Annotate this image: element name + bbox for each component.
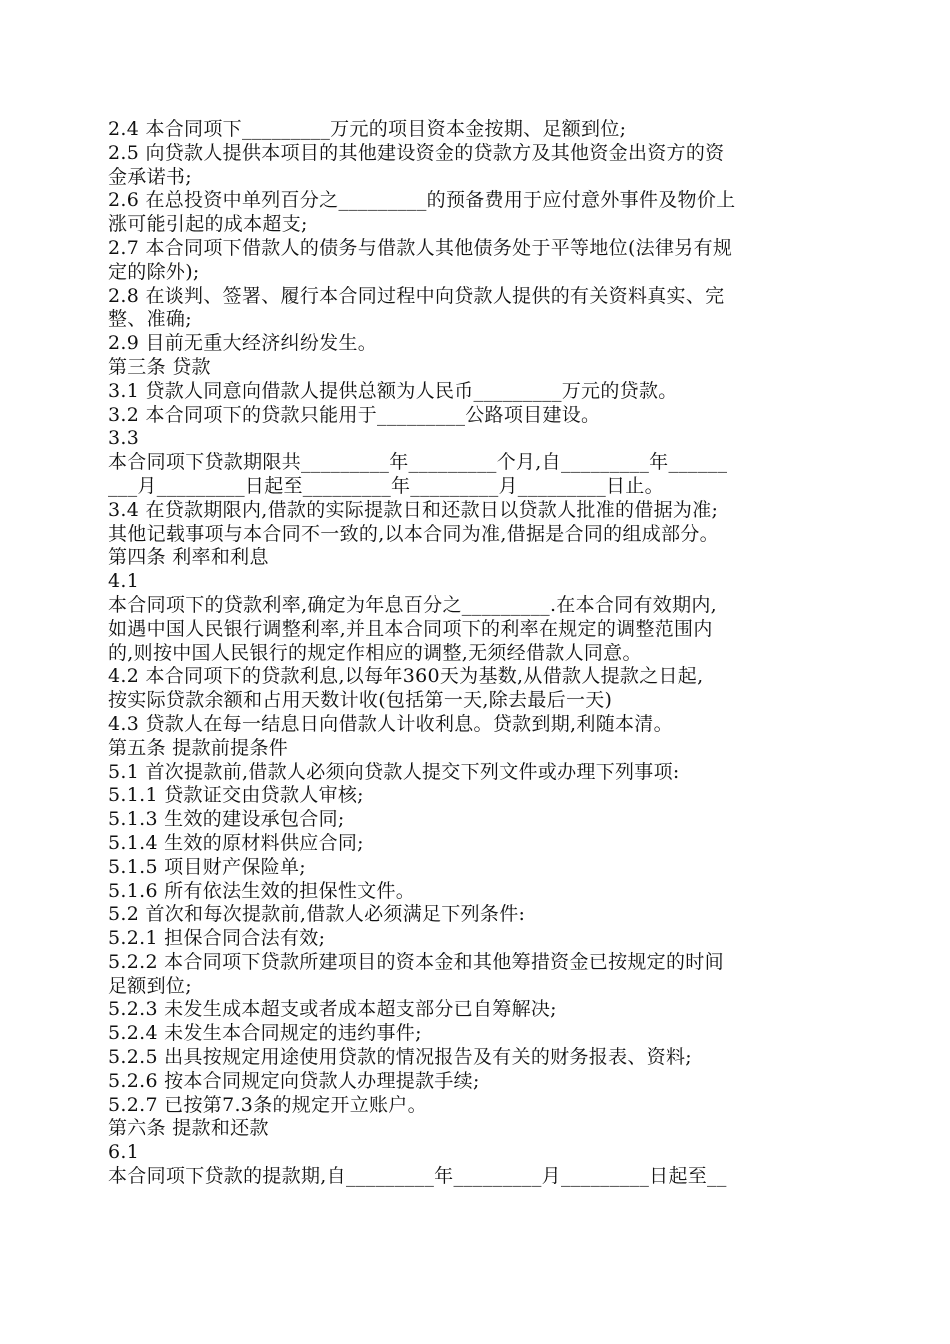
clause-2-9: 2.9 目前无重大经济纠纷发生。 [108, 332, 378, 355]
clause-5-2-2-line-2: 足额到位; [108, 974, 192, 997]
clause-5-1-6: 5.1.6 所有依法生效的担保性文件。 [108, 879, 416, 902]
clause-5-1-5: 5.1.5 项目财产保险单; [108, 855, 306, 878]
clause-2-6-line-2: 涨可能引起的成本超支; [108, 213, 308, 236]
clause-2-7-line-1: 2.7 本合同项下借款人的债务与借款人其他债务处于平等地位(法律另有规 [108, 236, 733, 259]
clause-5-1-4: 5.1.4 生效的原材料供应合同; [108, 831, 364, 854]
clause-5-2-5: 5.2.5 出具按规定用途使用贷款的情况报告及有关的财务报表、资料; [108, 1046, 692, 1069]
clause-4-1-line-1: 本合同项下的贷款利率,确定为年息百分之_________.在本合同有效期内, [108, 593, 718, 616]
clause-3-3-number: 3.3 [108, 427, 140, 450]
clause-3-3-line-1: 本合同项下贷款期限共_________年_________个月,自_________年______ [108, 451, 728, 474]
clause-4-1-line-3: 的,则按中国人民银行的规定作相应的调整,无须经借款人同意。 [108, 641, 642, 664]
article-6-heading: 第六条 提款和还款 [108, 1117, 269, 1140]
clause-4-2-line-2: 按实际贷款余额和占用天数计收(包括第一天,除去最后一天) [108, 689, 613, 712]
clause-2-8-line-2: 整、准确; [108, 308, 192, 331]
clause-4-2-line-1: 4.2 本合同项下的贷款利息,以每年360天为基数,从借款人提款之日起, [108, 665, 704, 688]
clause-5-1: 5.1 首次提款前,借款人必须向贷款人提交下列文件或办理下列事项: [108, 760, 680, 783]
clause-3-3-line-2: ___月_________日起至_________年_________月_________日止。 [108, 474, 664, 497]
clause-4-3: 4.3 贷款人在每一结息日向借款人计收利息。贷款到期,利随本清。 [108, 712, 673, 735]
clause-2-5-line-1: 2.5 向贷款人提供本项目的其他建设资金的贷款方及其他资金出资方的资 [108, 141, 725, 164]
clause-2-7-line-2: 定的除外); [108, 260, 200, 283]
clause-5-2-4: 5.2.4 未发生本合同规定的违约事件; [108, 1022, 422, 1045]
clause-6-1-line-1: 本合同项下贷款的提款期,自_________年_________月_________日起至__ [108, 1165, 727, 1188]
clause-3-2: 3.2 本合同项下的贷款只能用于_________公路项目建设。 [108, 403, 601, 426]
clause-5-1-1: 5.1.1 贷款证交由贷款人审核; [108, 784, 364, 807]
clause-5-2: 5.2 首次和每次提款前,借款人必须满足下列条件: [108, 903, 526, 926]
article-4-heading: 第四条 利率和利息 [108, 546, 269, 569]
clause-6-1-number: 6.1 [108, 1141, 140, 1164]
article-3-heading: 第三条 贷款 [108, 355, 211, 378]
clause-3-4-line-2: 其他记载事项与本合同不一致的,以本合同为准,借据是合同的组成部分。 [108, 522, 719, 545]
clause-5-2-2-line-1: 5.2.2 本合同项下贷款所建项目的资本金和其他筹措资金已按规定的时间 [108, 950, 724, 973]
clause-2-8-line-1: 2.8 在谈判、签署、履行本合同过程中向贷款人提供的有关资料真实、完 [108, 284, 725, 307]
article-5-heading: 第五条 提款前提条件 [108, 736, 289, 759]
clause-2-5-line-2: 金承诺书; [108, 165, 192, 188]
clause-5-1-3: 5.1.3 生效的建设承包合同; [108, 808, 345, 831]
clause-5-2-3: 5.2.3 未发生成本超支或者成本超支部分已自筹解决; [108, 998, 557, 1021]
document-body [108, 118, 848, 1189]
clause-5-2-7: 5.2.7 已按第7.3条的规定开立账户。 [108, 1093, 427, 1116]
clause-3-4-line-1: 3.4 在贷款期限内,借款的实际提款日和还款日以贷款人批准的借据为准; [108, 498, 719, 521]
clause-4-1-line-2: 如遇中国人民银行调整利率,并且本合同项下的利率在规定的调整范围内 [108, 617, 713, 640]
clause-2-6-line-1: 2.6 在总投资中单列百分之_________的预备费用于应付意外事件及物价上 [108, 189, 736, 212]
clause-2-4: 2.4 本合同项下_________万元的项目资本金按期、足额到位; [108, 118, 627, 140]
clause-5-2-6: 5.2.6 按本合同规定向贷款人办理提款手续; [108, 1069, 480, 1092]
clause-3-1: 3.1 贷款人同意向借款人提供总额为人民币_________万元的贷款。 [108, 379, 678, 402]
clause-5-2-1: 5.2.1 担保合同合法有效; [108, 927, 326, 950]
clause-4-1-number: 4.1 [108, 570, 140, 593]
